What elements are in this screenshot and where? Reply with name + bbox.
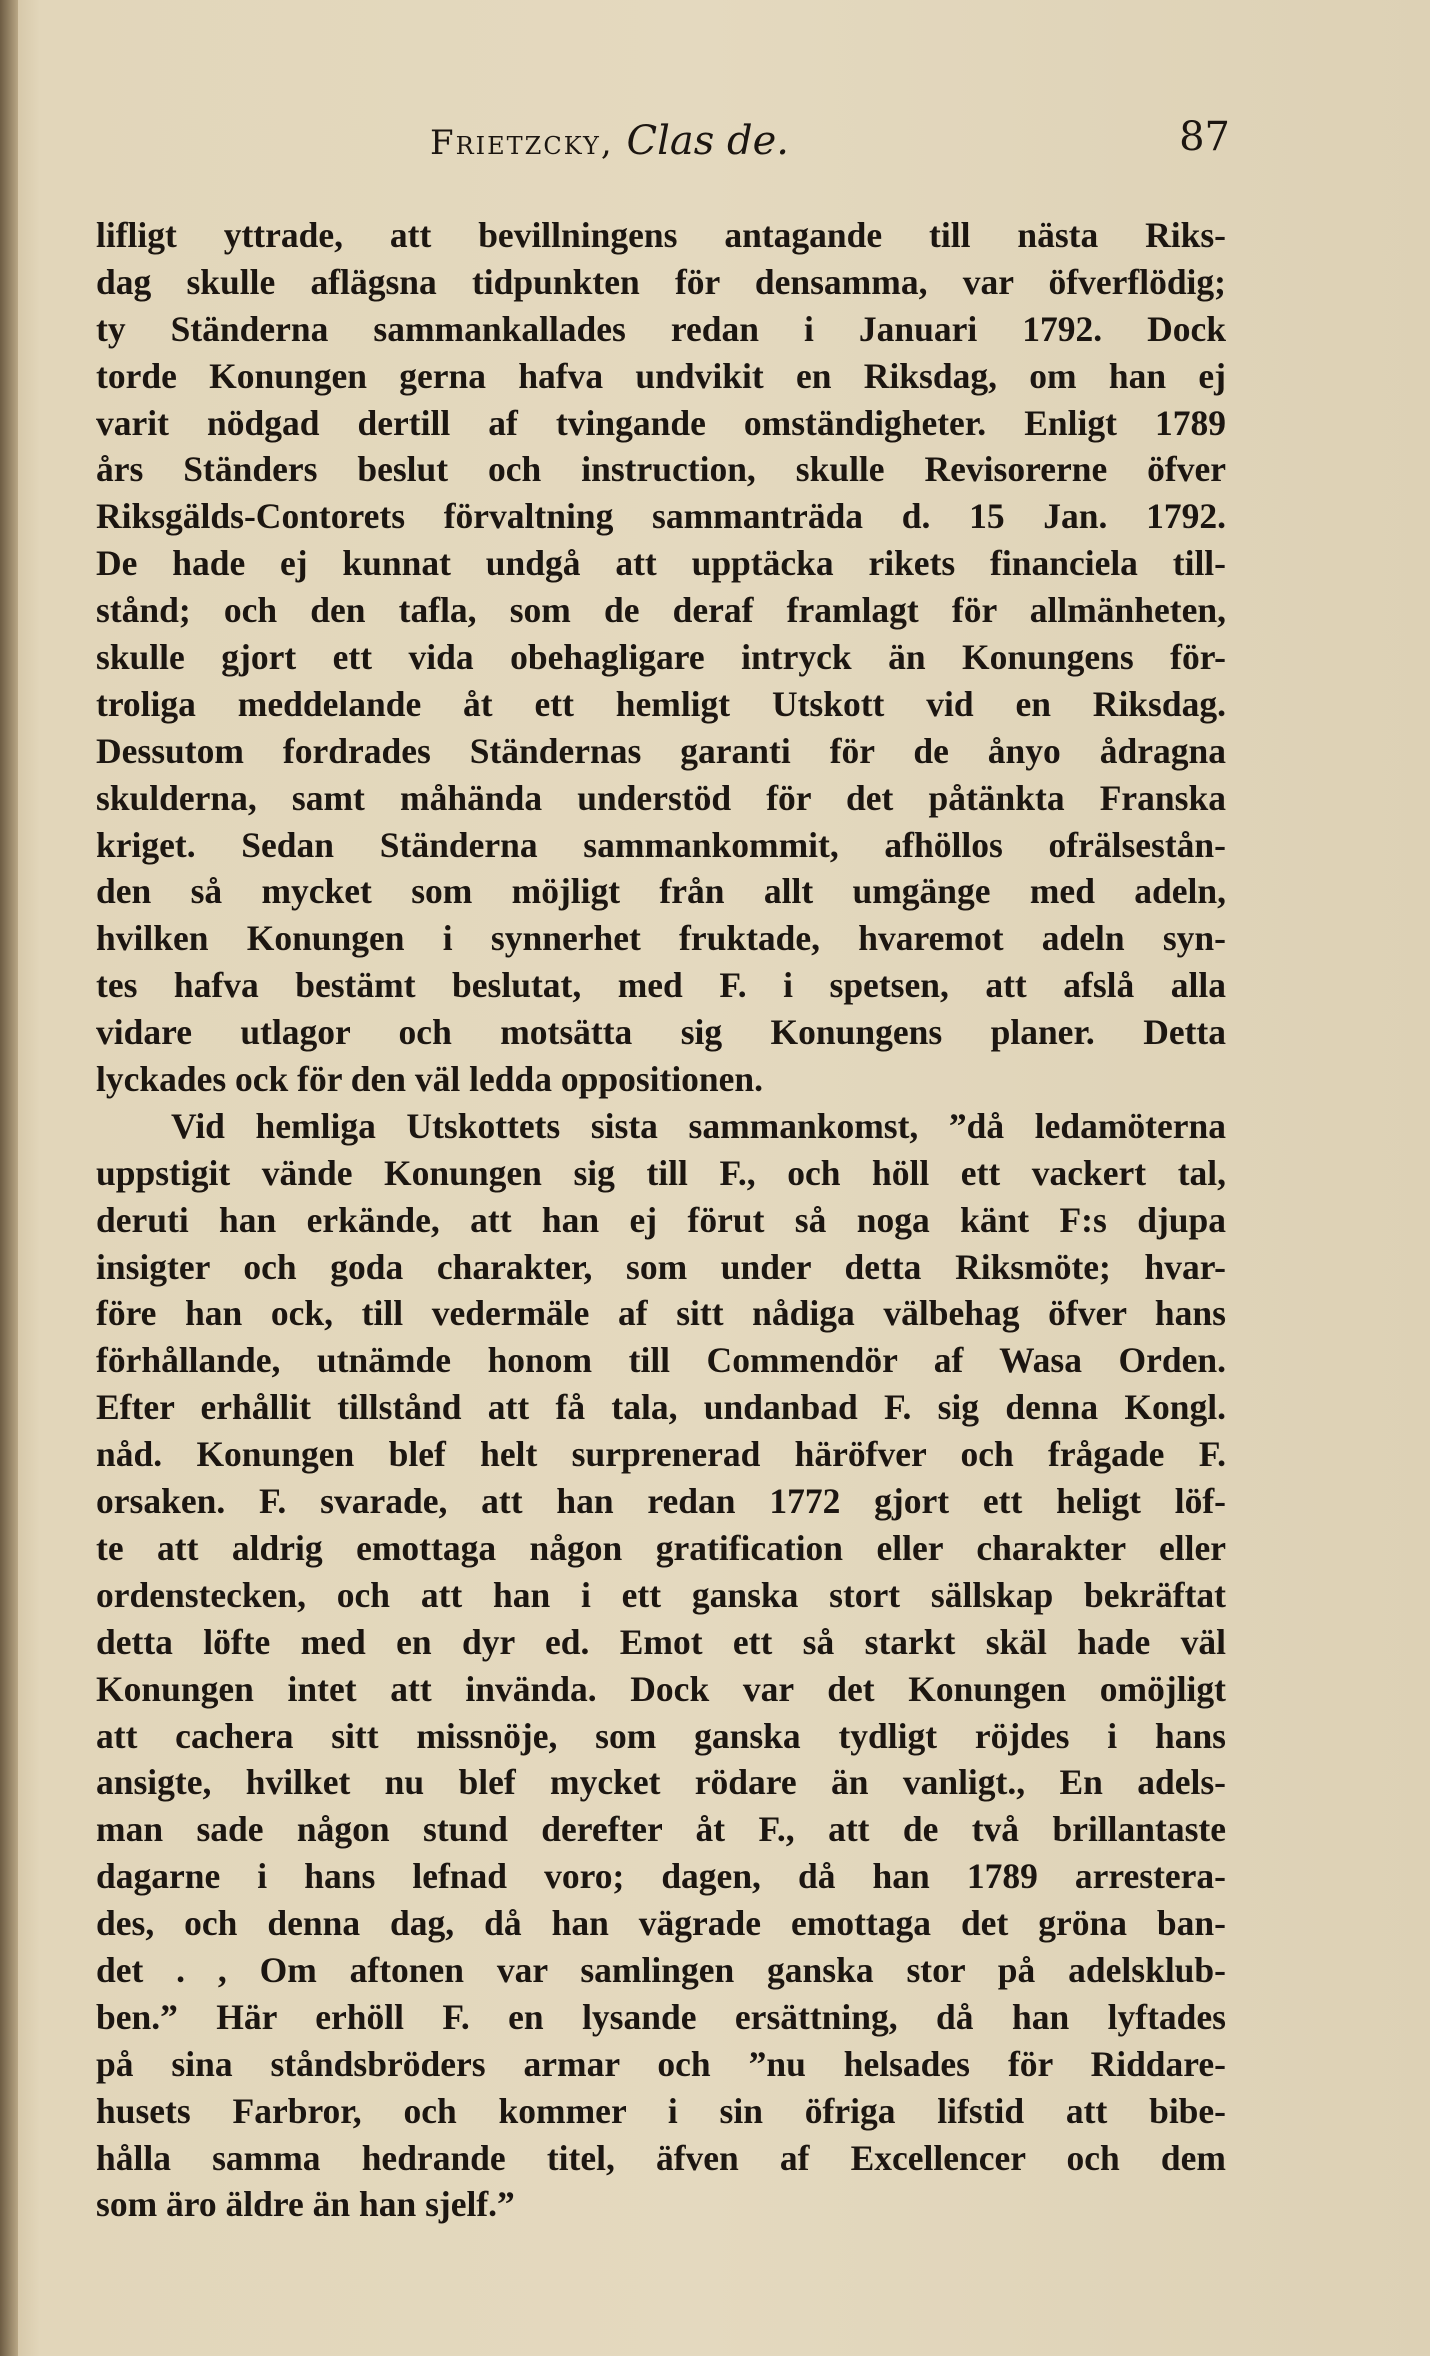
- running-head: [430, 118, 789, 164]
- text-line: husets Farbror, och kommer i sin öfriga lifstid att bibe-: [96, 2090, 1226, 2131]
- body-text: [96, 212, 1226, 2228]
- page-number: 87: [1179, 114, 1230, 160]
- text-line: uppstigit vände Konungen sig till F., och höll ett vackert tal,: [96, 1152, 1226, 1193]
- text-line: kriget. Sedan Ständerna sammankommit, afhöllos ofrälsestån-: [96, 824, 1226, 865]
- text-line: torde Konungen gerna hafva undvikit en Riksdag, om han ej: [96, 355, 1226, 396]
- text-line: Vid hemliga Utskottets sista sammankomst, ”då ledamöterna: [171, 1105, 1226, 1146]
- text-line: ben.” Här erhöll F. en lysande ersättning, då han lyftades: [96, 1996, 1226, 2037]
- text-line: på sina ståndsbröders armar och ”nu helsades för Riddare-: [96, 2043, 1226, 2084]
- text-line: dag skulle aflägsna tidpunkten för densamma, var öfverflödig;: [96, 261, 1226, 302]
- text-line: nåd. Konungen blef helt surprenerad häröfver och frågade F.: [96, 1434, 1226, 1475]
- text-line: stånd; och den tafla, som de deraf framlagt för allmänheten,: [96, 590, 1226, 631]
- text-line: varit nödgad dertill af tvingande omständigheter. Enligt 1789: [96, 402, 1226, 443]
- text-line: man sade någon stund derefter åt F., att de två brillantaste: [96, 1809, 1226, 1850]
- text-line: ansigte, hvilket nu blef mycket rödare än vanligt., En adels-: [96, 1762, 1226, 1803]
- text-line: skulle gjort ett vida obehagligare intryck än Konungens för-: [96, 637, 1226, 678]
- text-line: hålla samma hedrande titel, äfven af Excellencer och dem: [96, 2137, 1226, 2178]
- text-line: Konungen intet att invända. Dock var det Konungen omöjligt: [96, 1668, 1226, 1709]
- page-gutter: [0, 0, 18, 2356]
- text-line: De hade ej kunnat undgå att upptäcka rikets financiela till-: [96, 543, 1226, 584]
- running-header: [430, 114, 1230, 178]
- text-line: års Ständers beslut och instruction, skulle Revisorerne öfver: [96, 449, 1226, 490]
- running-head-caps: Frietzcky,: [430, 123, 614, 163]
- text-line: insigter och goda charakter, som under detta Riksmöte; hvar-: [96, 1246, 1226, 1287]
- text-line: des, och denna dag, då han vägrade emottaga det gröna ban-: [96, 1903, 1226, 1944]
- text-line: ordenstecken, och att han i ett ganska stort sällskap bekräftat: [96, 1574, 1226, 1615]
- text-line: som äro äldre än han sjelf.”: [96, 2184, 515, 2225]
- text-line: hvilken Konungen i synnerhet fruktade, hvaremot adeln syn-: [96, 918, 1226, 959]
- text-line: att cachera sitt missnöje, som ganska tydligt röjdes i hans: [96, 1715, 1226, 1756]
- text-line: förhållande, utnämde honom till Commendör af Wasa Orden.: [96, 1340, 1226, 1381]
- text-line: skulderna, samt måhända understöd för det påtänkta Franska: [96, 777, 1226, 818]
- text-line: te att aldrig emottaga någon gratification eller charakter eller: [96, 1527, 1226, 1568]
- text-line: ty Ständerna sammankallades redan i Januari 1792. Dock: [96, 308, 1226, 349]
- text-line: före han ock, till vedermäle af sitt nådiga välbehag öfver hans: [96, 1293, 1226, 1334]
- text-line: vidare utlagor och motsätta sig Konungens planer. Detta: [96, 1012, 1226, 1053]
- text-line: det . , Om aftonen var samlingen ganska stor på adelsklub-: [96, 1949, 1226, 1990]
- text-line: detta löfte med en dyr ed. Emot ett så starkt skäl hade väl: [96, 1621, 1226, 1662]
- text-line: dagarne i hans lefnad voro; dagen, då han 1789 arrestera-: [96, 1856, 1226, 1897]
- text-line: Riksgälds-Contorets förvaltning sammanträda d. 15 Jan. 1792.: [96, 496, 1226, 537]
- text-line: lyckades ock för den väl ledda oppositionen.: [96, 1059, 764, 1100]
- text-line: lifligt yttrade, att bevillningens antagande till nästa Riks-: [96, 215, 1226, 255]
- text-line: den så mycket som möjligt från allt umgänge med adeln,: [96, 871, 1226, 912]
- text-line: deruti han erkände, att han ej förut så noga känt F:s djupa: [96, 1199, 1226, 1240]
- running-head-italic: Clas de.: [626, 118, 789, 164]
- text-line: orsaken. F. svarade, att han redan 1772 gjort ett heligt löf-: [96, 1481, 1226, 1522]
- text-line: Dessutom fordrades Ständernas garanti för de ånyo ådragna: [96, 730, 1226, 771]
- text-line: Efter erhållit tillstånd att få tala, undanbad F. sig denna Kongl.: [96, 1387, 1226, 1428]
- text-line: tes hafva bestämt beslutat, med F. i spetsen, att afslå alla: [96, 965, 1226, 1006]
- text-line: troliga meddelande åt ett hemligt Utskott vid en Riksdag.: [96, 683, 1226, 724]
